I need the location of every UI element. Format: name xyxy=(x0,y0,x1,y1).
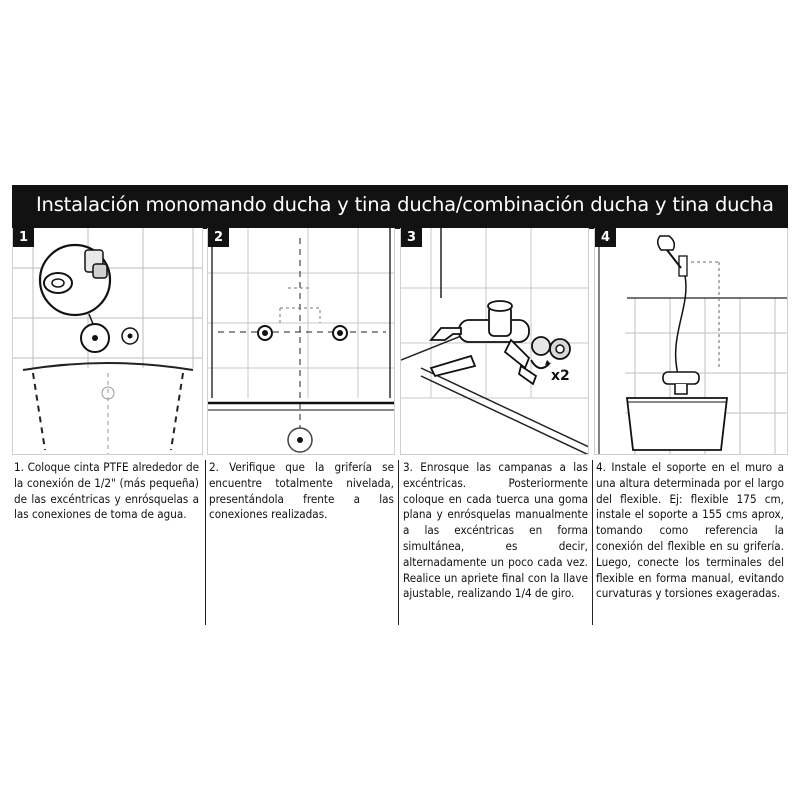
step-1-text: 1. Coloque cinta PTFE alrededor de la conexión de 1/2" (más pequeña) de las excéntricas y enrósquelas a las conexiones de toma de agua. xyxy=(14,460,199,522)
step-4-illustration xyxy=(594,228,788,455)
step-3-text: 3. Enrosque las campanas a las excéntricas. Posteriormente coloque en cada tuerca una goma plana y enrósquelas manualmente a las excéntricas en forma simultánea, es decir, alternadamente un poco cada vez. Realice un apriete final con la llave ajustable, realizando 1/4 de giro. xyxy=(403,460,588,601)
step-2-illustration xyxy=(207,228,395,455)
step-2-number: 2 xyxy=(208,228,229,247)
step-1-drawing xyxy=(13,228,202,454)
page-title: Instalación monomando ducha y tina ducha/combinación ducha y tina ducha xyxy=(36,193,774,216)
step-2-text: 2. Verifique que la grifería se encuentre totalmente nivelada, presentándola frente a las conexiones realizadas. xyxy=(209,460,394,522)
step-3-illustration xyxy=(400,228,589,455)
step-3-number: 3 xyxy=(401,228,422,247)
step-1-number: 1 xyxy=(13,228,34,247)
step-1-illustration xyxy=(12,228,203,455)
quantity-label: x2 xyxy=(551,368,570,384)
step-4-drawing xyxy=(595,228,787,454)
column-divider xyxy=(592,460,593,625)
step-4-text: 4. Instale el soporte en el muro a una altura determinada por el largo del flexible. Ej: flexible 175 cm, instale el soporte a 155 cms aprox, tomando como referencia la conexión del flexible en su grifería. Luego, conecte los terminales del flexible en forma manual, evitando curvaturas y torsiones exageradas. xyxy=(596,460,784,601)
step-4-number: 4 xyxy=(595,228,616,247)
step-2-drawing xyxy=(208,228,394,454)
step-3-drawing xyxy=(401,228,588,454)
title-banner xyxy=(12,185,788,229)
column-divider xyxy=(205,460,206,625)
column-divider xyxy=(398,460,399,625)
